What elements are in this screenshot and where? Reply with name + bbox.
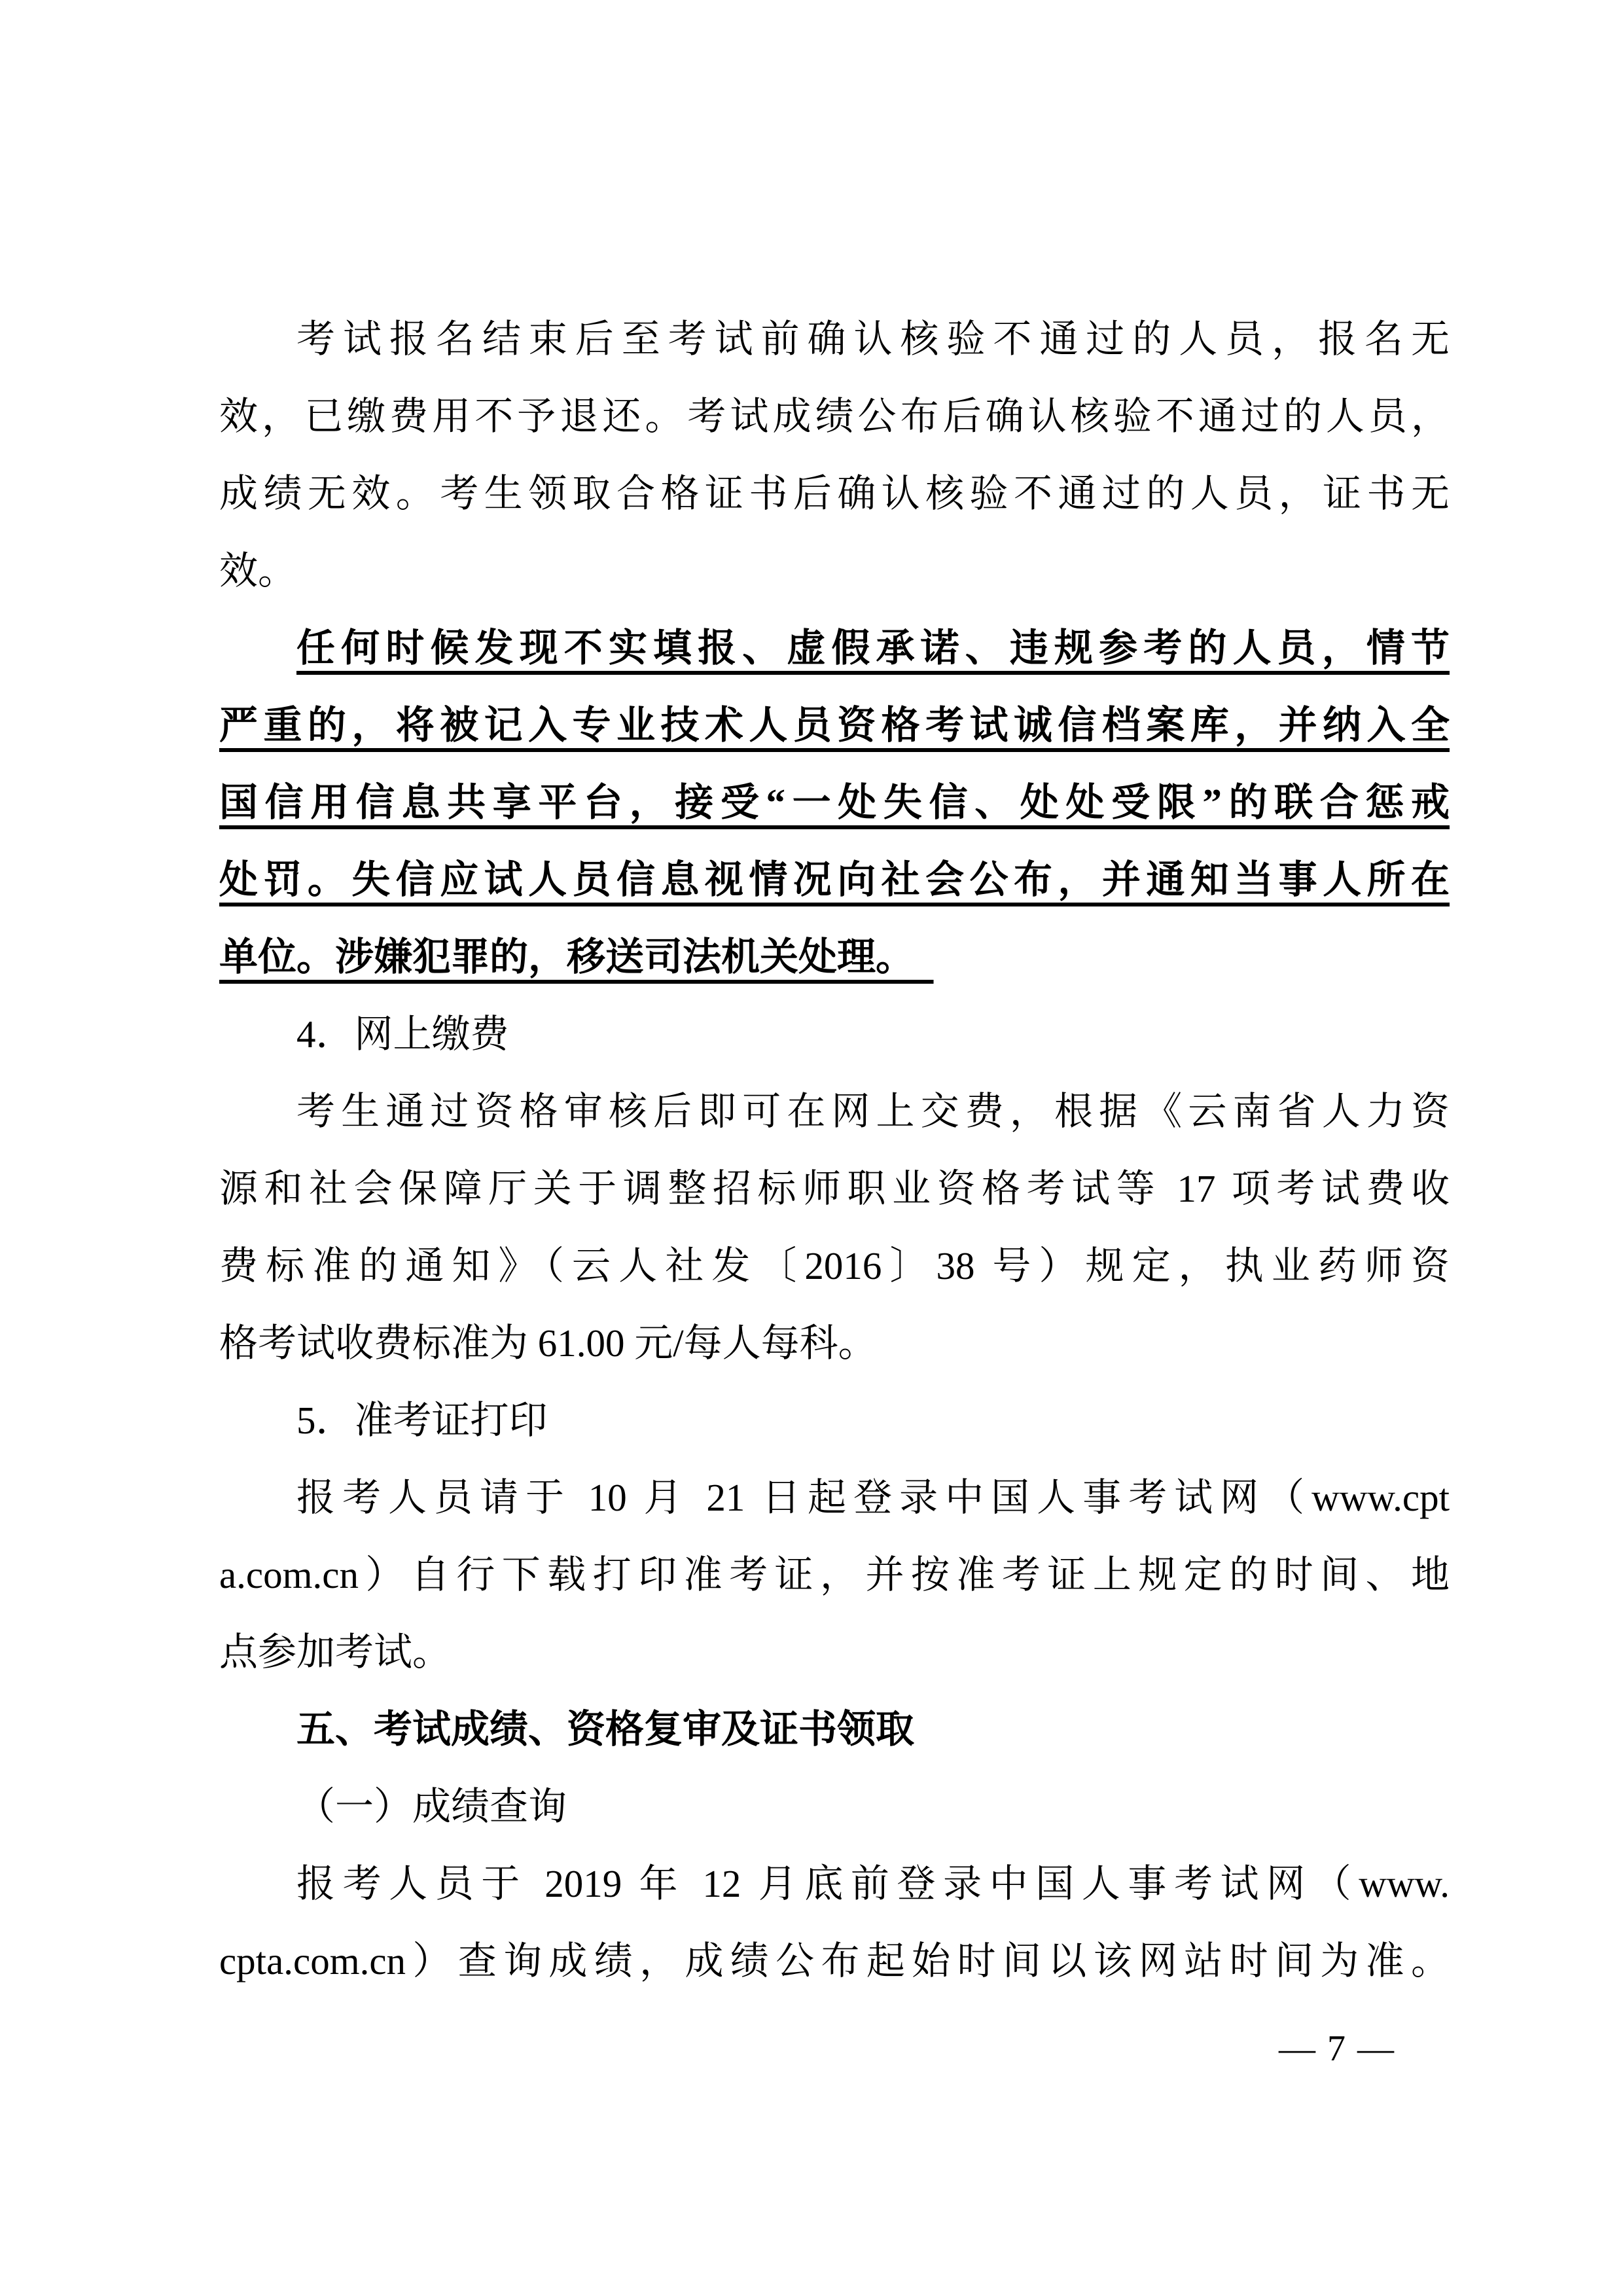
text-line: 4．网上缴费 xyxy=(296,1013,509,1056)
text-line: 5．准考证打印 xyxy=(296,1399,548,1442)
text-line: 单位。涉嫌犯罪的，移送司法机关处理。 xyxy=(219,935,934,978)
text-line: 严重的，将被记入专业技术人员资格考试诚信档案库，并纳入全 xyxy=(219,704,1450,747)
text-line: 成绩无效。考生领取合格证书后确认核验不通过的人员，证书无 xyxy=(219,472,1450,515)
text-line: a.com.cn）自行下载打印准考证，并按准考证上规定的时间、地 xyxy=(219,1553,1450,1596)
text-line: cpta.com.cn）查询成绩，成绩公布起始时间以该网站时间为准。 xyxy=(219,1939,1450,1982)
sub-heading-score-query xyxy=(219,1768,1450,1845)
text-line: （一）成绩查询 xyxy=(296,1785,567,1828)
text-line: 报考人员请于 10 月 21 日起登录中国人事考试网（www.cpt xyxy=(296,1476,1450,1519)
text-line: 国信用信息共享平台，接受“一处失信、处处受限”的联合惩戒 xyxy=(219,781,1450,824)
para-confirmation-failure xyxy=(219,300,1450,609)
para-payment-standard xyxy=(219,1073,1450,1382)
text-line: 源和社会保障厅关于调整招标师职业资格考试等 17 项考试费收 xyxy=(219,1167,1450,1210)
item-5-admission-ticket-title xyxy=(219,1382,1450,1459)
text-line: 效，已缴费用不予退还。考试成绩公布后确认核验不通过的人员， xyxy=(219,395,1450,438)
text-line: 效。 xyxy=(219,549,297,592)
text-line: 任何时候发现不实填报、虚假承诺、违规参考的人员，情节 xyxy=(296,626,1450,670)
text-line: 费标准的通知》（云人社发〔2016〕38 号）规定，执业药师资 xyxy=(219,1244,1450,1287)
section-5-heading xyxy=(219,1691,1450,1768)
text-line: 点参加考试。 xyxy=(219,1630,452,1674)
text-line: 考生通过资格审核后即可在网上交费，根据《云南省人力资 xyxy=(296,1090,1450,1133)
text-line: 格考试收费标准为 61.00 元/每人每科。 xyxy=(219,1321,877,1365)
text-line: 考试报名结束后至考试前确认核验不通过的人员，报名无 xyxy=(296,317,1450,361)
item-4-online-payment-title xyxy=(219,996,1450,1073)
para-score-query xyxy=(219,1845,1450,2000)
document-body xyxy=(219,300,1450,2000)
para-integrity-warning xyxy=(219,609,1450,996)
page-number: — 7 — xyxy=(1279,2028,1395,2069)
para-admission-ticket xyxy=(219,1459,1450,1691)
text-line: 五、考试成绩、资格复审及证书领取 xyxy=(296,1708,915,1751)
text-line: 报考人员于 2019 年 12 月底前登录中国人事考试网（www. xyxy=(296,1862,1450,1905)
text-line: 处罚。失信应试人员信息视情况向社会公布，并通知当事人所在 xyxy=(219,858,1450,901)
